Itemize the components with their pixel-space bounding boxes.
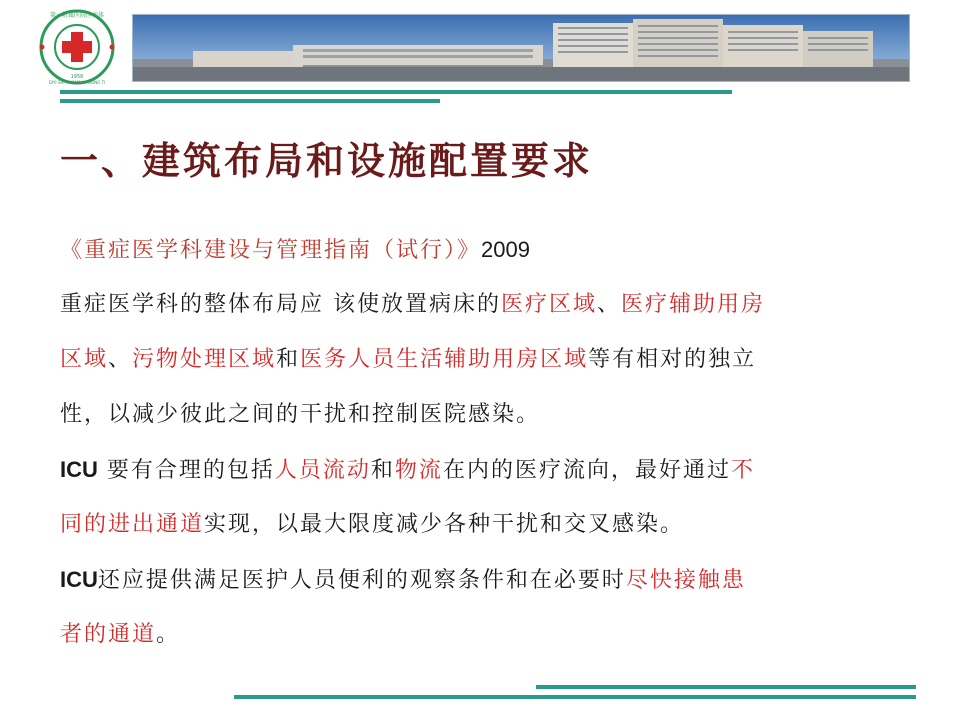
slide-body xyxy=(60,232,880,672)
citation-line xyxy=(60,232,880,287)
svg-text:1956: 1956 xyxy=(70,74,84,80)
text-segment: 性，以减少彼此之间的干扰和控制医院感染。 xyxy=(60,402,541,427)
text-segment: 、 xyxy=(597,292,622,317)
paragraph-line-7 xyxy=(60,617,880,672)
highlight-text: 不 xyxy=(730,458,755,483)
citation-year: 2009 xyxy=(481,237,530,262)
bottom-rule-short xyxy=(536,685,916,689)
paragraph-line-6 xyxy=(60,562,880,617)
paragraph-line-4 xyxy=(60,452,880,507)
text-segment: 和 xyxy=(370,458,395,483)
highlight-text: 同的进出通道 xyxy=(60,512,205,537)
highlight-text: 尽快接触患 xyxy=(625,568,746,593)
icu-label: ICU xyxy=(60,457,98,482)
top-rule-long xyxy=(60,90,732,94)
slide-title: 一、建筑布局和设施配置要求 xyxy=(60,138,594,183)
text-segment: 实现，以最大限度减少各种干扰和交叉感染。 xyxy=(204,512,685,537)
svg-text:DIYI SHI YI YUAN YI GONG TI: DIYI SHI YI YUAN YI GONG TI xyxy=(48,80,106,85)
svg-text:第一附属医院医共体: 第一附属医院医共体 xyxy=(49,12,105,19)
highlight-text: 医务人员生活辅助用房区域 xyxy=(300,347,589,372)
highlight-text: 物流 xyxy=(394,458,443,483)
hospital-building-banner xyxy=(132,14,910,82)
highlight-text: 医疗区域 xyxy=(501,292,598,317)
text-segment: 要有合理的包括 xyxy=(97,458,275,483)
text-segment: 还应提供满足医护人员便利的观察条件和在必要时 xyxy=(97,568,626,593)
highlight-text: 医疗辅助用房 xyxy=(621,292,766,317)
text-segment: 和 xyxy=(276,347,301,372)
top-rule-short xyxy=(60,99,440,103)
paragraph-line-5 xyxy=(60,507,880,562)
paragraph-line-2 xyxy=(60,342,880,397)
bottom-rule-long xyxy=(234,695,916,699)
highlight-text: 污物处理区域 xyxy=(132,347,277,372)
paragraph-line-3 xyxy=(60,397,880,452)
text-segment: 等有相对的独立 xyxy=(588,347,757,372)
highlight-text: 人员流动 xyxy=(274,458,371,483)
text-segment: 、 xyxy=(108,347,133,372)
text-segment: 。 xyxy=(156,622,181,647)
highlight-text: 区域 xyxy=(60,347,109,372)
citation-document: 《重症医学科建设与管理指南（试行）》 xyxy=(60,238,482,263)
paragraph-line-1 xyxy=(60,287,880,342)
text-segment: 重症医学科的整体布局应 该使放置病床的 xyxy=(60,292,501,317)
icu-label: ICU xyxy=(60,567,98,592)
highlight-text: 者的通道 xyxy=(60,622,157,647)
hospital-logo xyxy=(22,8,132,86)
text-segment: 在内的医疗流向，最好通过 xyxy=(442,458,731,483)
